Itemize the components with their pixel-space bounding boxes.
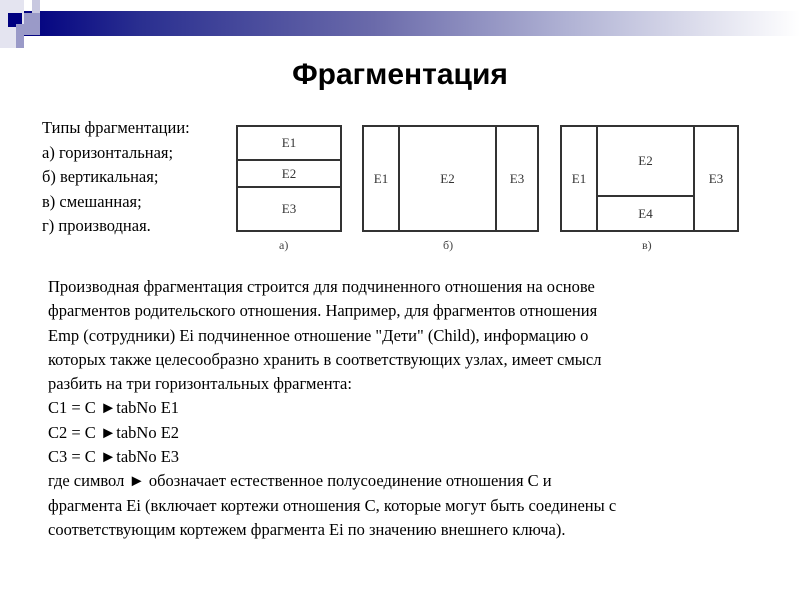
body-line: которых также целесообразно хранить в соответствующих узлах, имеет смысл (48, 349, 602, 369)
fragment-cell: E2 (598, 127, 695, 197)
body-line: где символ ► обозначает естественное полусоединение отношения С и (48, 471, 552, 491)
fragment-cell: E3 (509, 170, 525, 186)
formula-line: C3 = C ►tabNo E3 (48, 447, 180, 467)
formula-line: C1 = C ►tabNo E1 (48, 398, 180, 418)
body-line: фрагментов родительского отношения. Например, для фрагментов отношения (48, 301, 598, 321)
slide-title: Фрагментация (292, 58, 508, 91)
fragment-cell: E1 (238, 127, 340, 161)
list-item: г) производная. (42, 216, 151, 235)
diagram-mixed (560, 125, 739, 232)
diagram-horizontal (236, 125, 342, 232)
body-line: фрагмента Ei (включает кортежи отношения С, которые могут быть соединены с (48, 495, 617, 515)
fragment-cell: E1 (364, 127, 400, 230)
fragment-cell: E2 (400, 127, 497, 230)
decor-square (32, 0, 40, 13)
diagram-label: б) (443, 238, 454, 252)
body-line: разбить на три горизонтальных фрагмента: (48, 374, 352, 394)
fragmentation-types-list (42, 116, 190, 239)
body-line: Производная фрагментация строится для подчиненного отношения на основе (48, 277, 595, 296)
body-line: Emp (сотрудники) Ei подчиненное отношение "Дети" (Child), информацию о (48, 325, 589, 345)
header-gradient-bar (24, 11, 800, 36)
fragment-cell: E2 (238, 161, 340, 188)
list-heading: Типы фрагментации: (42, 118, 190, 137)
diagram-vertical (362, 125, 539, 232)
decor-square (16, 24, 24, 48)
fragment-cell: E1 (562, 127, 598, 230)
list-item: в) смешанная; (42, 191, 142, 211)
body-line: соответствующим кортежем фрагмента Ei по значению внешнего ключа). (48, 519, 566, 539)
decor-square (24, 13, 40, 35)
formula-line: C2 = C ►tabNo E2 (48, 422, 180, 442)
fragment-cell: E4 (598, 197, 695, 230)
list-item: б) вертикальная; (42, 167, 159, 186)
diagram-label: а) (279, 238, 289, 252)
fragment-cell: E3 (281, 201, 297, 216)
body-text (48, 275, 768, 542)
list-item: а) горизонтальная; (42, 142, 174, 162)
diagram-label: в) (642, 238, 652, 252)
fragment-cell: E3 (708, 170, 724, 186)
